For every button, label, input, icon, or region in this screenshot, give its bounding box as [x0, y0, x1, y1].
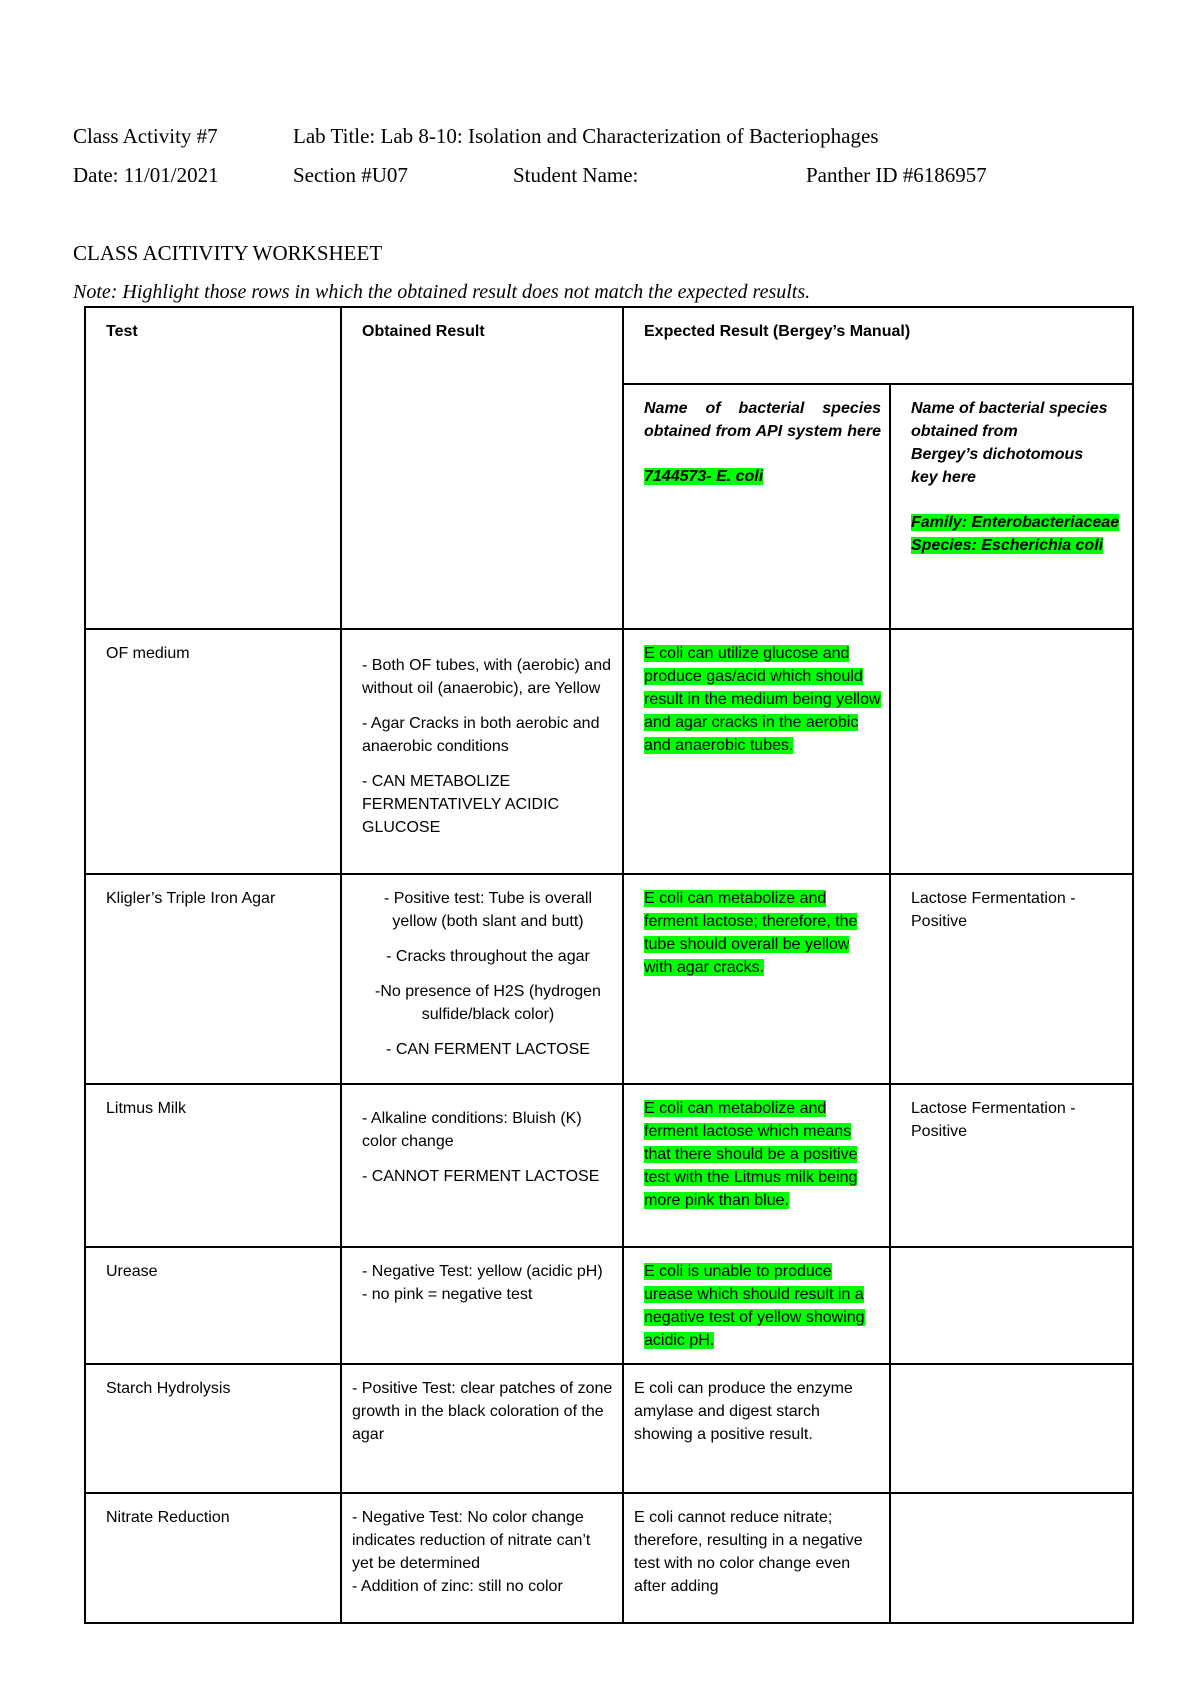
- key-species-label-2: Bergey’s dichotomous: [911, 446, 1084, 463]
- student-name-label: Student Name:: [513, 163, 639, 187]
- key-species-label: Name of bacterial species obtained from: [911, 400, 1108, 440]
- api-species-value: 7144573- E. coli: [644, 468, 764, 485]
- worksheet-title: CLASS ACITIVITY WORKSHEET: [73, 241, 383, 265]
- results-table: [84, 306, 1134, 1624]
- obtained-item: - Positive Test: clear patches of zone growth in the black coloration of the agar: [352, 1380, 613, 1443]
- date-label: Date: 11/01/2021: [73, 163, 219, 187]
- obtained-item: - Negative Test: yellow (acidic pH): [362, 1263, 603, 1280]
- test-name-cell: Litmus Milk: [85, 1084, 341, 1247]
- expected-api-cell: [623, 1247, 890, 1364]
- key-family: Family: Enterobacteriaceae: [911, 514, 1120, 531]
- obtained-item: - CAN FERMENT LACTOSE: [386, 1041, 590, 1058]
- obtained-item: - CANNOT FERMENT LACTOSE: [362, 1168, 600, 1185]
- test-name-cell: Urease: [85, 1247, 341, 1364]
- obtained-item: - CAN METABOLIZE FERMENTATIVELY ACIDIC GLUCOSE: [362, 773, 560, 836]
- expected-api-text: E coli can metabolize and ferment lactose; therefore, the tube should overall be yellow with agar cracks.: [644, 890, 858, 976]
- header-expected: Expected Result (Bergey’s Manual): [623, 307, 1133, 384]
- panther-id-label: Panther ID #6186957: [806, 163, 987, 187]
- expected-api-cell: [623, 1084, 890, 1247]
- worksheet-note: Note: Highlight those rows in which the obtained result does not match the expected results.: [73, 281, 811, 303]
- key-species: Species: Escherichia coli: [911, 537, 1104, 554]
- obtained-item: - no pink = negative test: [362, 1286, 533, 1303]
- obtained-cell: [341, 1493, 623, 1623]
- obtained-cell: [341, 1084, 623, 1247]
- expected-api-text: E coli can produce the enzyme amylase and digest starch showing a positive result.: [634, 1380, 853, 1443]
- obtained-item: - Positive test: Tube is overall yellow (both slant and butt): [383, 890, 593, 930]
- table-row: [85, 1247, 1133, 1364]
- expected-api-cell: [623, 1493, 890, 1623]
- obtained-cell: [341, 1364, 623, 1493]
- expected-key-text: Lactose Fermentation - Positive: [911, 1100, 1076, 1140]
- header-test: Test: [85, 307, 341, 629]
- table-row: [85, 1493, 1133, 1623]
- api-species-cell: [623, 384, 890, 629]
- table-row: [85, 1364, 1133, 1493]
- expected-key-cell: [890, 1493, 1133, 1623]
- expected-api-text: E coli is unable to produce urease which should result in a negative test of yellow showing acidic pH.: [644, 1263, 865, 1349]
- lab-title: Lab Title: Lab 8-10: Isolation and Characterization of Bacteriophages: [293, 124, 879, 148]
- table-header-row: [85, 307, 1133, 384]
- test-name-cell: Starch Hydrolysis: [85, 1364, 341, 1493]
- expected-key-cell: [890, 1364, 1133, 1493]
- key-species-label-3: key here: [911, 469, 976, 486]
- table-row: [85, 874, 1133, 1084]
- expected-key-cell: [890, 874, 1133, 1084]
- expected-key-text: Lactose Fermentation - Positive: [911, 890, 1076, 930]
- obtained-cell: [341, 1247, 623, 1364]
- key-species-cell: [890, 384, 1133, 629]
- class-activity-label: Class Activity #7: [73, 124, 218, 148]
- test-name-cell: Nitrate Reduction: [85, 1493, 341, 1623]
- expected-key-cell: [890, 1084, 1133, 1247]
- obtained-item: - Agar Cracks in both aerobic and anaerobic conditions: [362, 715, 600, 755]
- test-name-cell: Kligler’s Triple Iron Agar: [85, 874, 341, 1084]
- header-obtained: Obtained Result: [341, 307, 623, 629]
- obtained-item: - Both OF tubes, with (aerobic) and without oil (anaerobic), are Yellow: [362, 657, 611, 697]
- obtained-cell: [341, 629, 623, 874]
- api-species-label: Name of bacterial species obtained from API system here: [644, 400, 881, 440]
- test-name-cell: OF medium: [85, 629, 341, 874]
- obtained-cell: [341, 874, 623, 1084]
- expected-api-cell: [623, 874, 890, 1084]
- expected-api-text: E coli cannot reduce nitrate; therefore, resulting in a negative test with no color change even after adding: [634, 1509, 863, 1595]
- expected-key-cell: [890, 1247, 1133, 1364]
- expected-api-cell: [623, 629, 890, 874]
- table-row: [85, 1084, 1133, 1247]
- obtained-item: - Negative Test: No color change indicates reduction of nitrate can’t yet be determined: [352, 1509, 591, 1572]
- obtained-item: - Cracks throughout the agar: [386, 948, 590, 965]
- section-label: Section #U07: [293, 163, 408, 187]
- obtained-item: -No presence of H2S (hydrogen sulfide/black color): [375, 983, 601, 1023]
- expected-api-text: E coli can metabolize and ferment lactose which means that there should be a positive test with the Litmus milk being more pink than blue.: [644, 1100, 858, 1209]
- expected-api-cell: [623, 1364, 890, 1493]
- table-row: [85, 629, 1133, 874]
- expected-api-text: E coli can utilize glucose and produce gas/acid which should result in the medium being yellow and agar cracks in the aerobic and anaerobic tubes.: [644, 645, 881, 754]
- expected-key-cell: [890, 629, 1133, 874]
- obtained-item: - Addition of zinc: still no color: [352, 1578, 563, 1595]
- obtained-item: - Alkaline conditions: Bluish (K) color change: [362, 1110, 582, 1150]
